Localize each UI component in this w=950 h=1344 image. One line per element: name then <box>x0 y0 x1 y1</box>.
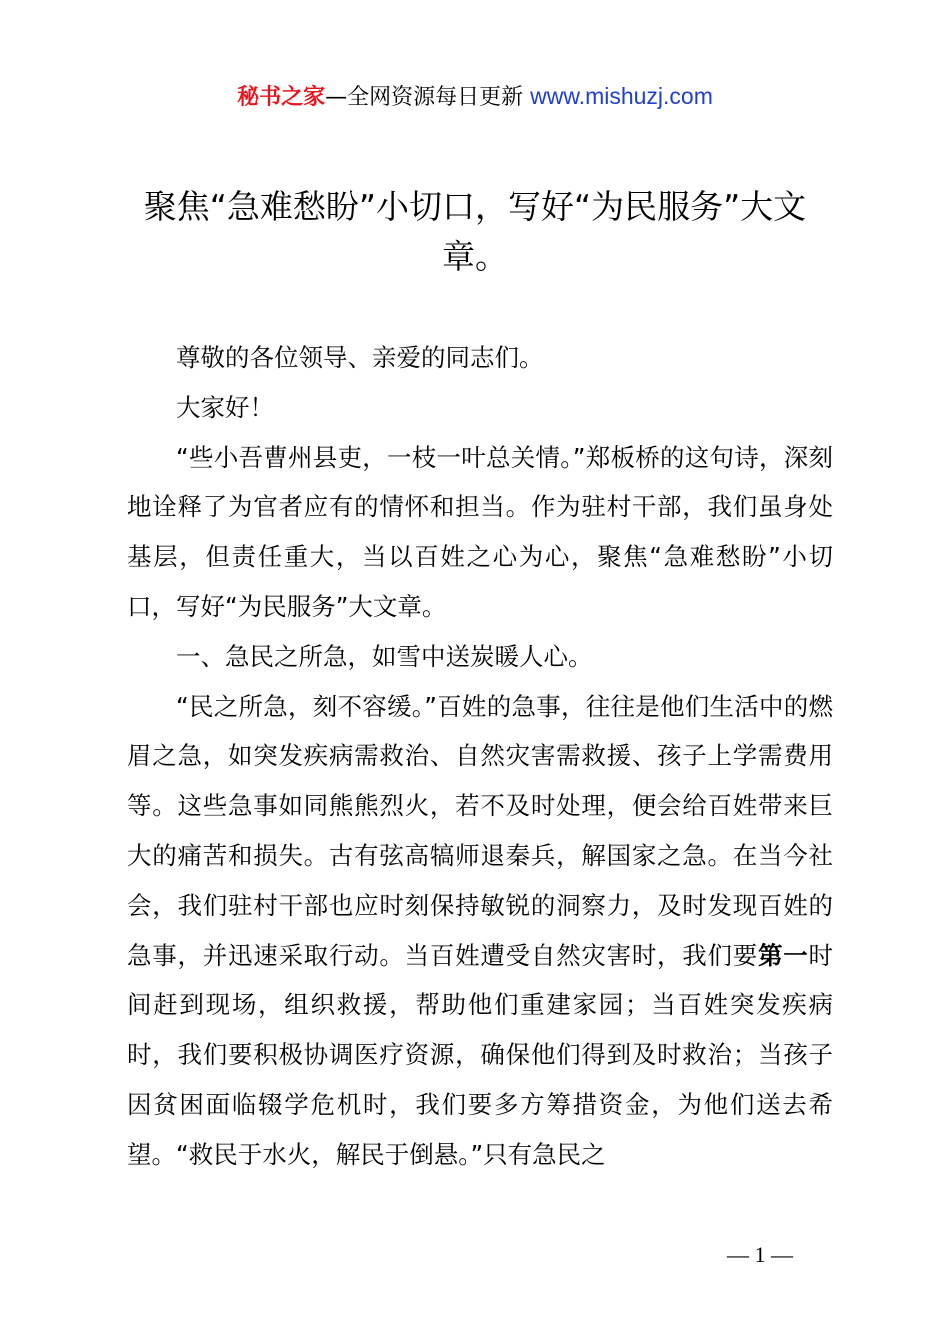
section-heading-1: 一、急民之所急，如雪中送炭暖人心。 <box>176 641 593 671</box>
intro-paragraph: “些小吾曹州县吏，一枝一叶总关情。”郑板桥的这句诗，深刻地诠释了为官者应有的情怀和担当。作为驻村干部，我们虽身处基层，但责任重大，当以百姓之心为心，聚焦“急难愁盼”小切口，写好“为民服务”大文章。 <box>127 442 833 621</box>
document-body <box>127 333 833 1180</box>
header-tagline: —全网资源每日更新 <box>325 85 531 110</box>
brand-name: 秘书之家 <box>237 85 326 110</box>
site-url-link[interactable]: www.mishuzj.com <box>530 83 713 109</box>
greeting: 大家好！ <box>176 392 274 422</box>
salutation: 尊敬的各位领导、亲爱的同志们。 <box>176 343 544 372</box>
document-title: 聚焦“急难愁盼”小切口，写好“为民服务”大文章。 <box>143 187 807 276</box>
section-1-paragraph <box>127 682 833 1180</box>
page-number: — 1 — <box>727 1242 793 1267</box>
paragraph-text-part-2: 时间赶到现场，组织救援，帮助他们重建家园；当百姓突发疾病时，我们要积极协调医疗资源，确保他们得到及时救治；当孩子因贫困面临辍学危机时，我们要多方筹措资金，为他们送去希望。“救民于水火，解民于倒悬。”只有急民之 <box>127 940 834 1169</box>
bold-emphasis: 第一 <box>758 940 809 970</box>
paragraph-text-part-1: “民之所急，刻不容缓。”百姓的急事，往往是他们生活中的燃眉之急，如突发疾病需救治、自然灾害需救援、孩子上学需费用等。这些急事如同熊熊烈火，若不及时处理，便会给百姓带来巨大的痛苦和损失。古有弦高犒师退秦兵，解国家之急。在当今社会，我们驻村干部也应时刻保持敏锐的洞察力，及时发现百姓的急事，并迅速采取行动。当百姓遭受自然灾害时，我们要 <box>127 691 833 970</box>
site-header <box>0 80 950 114</box>
